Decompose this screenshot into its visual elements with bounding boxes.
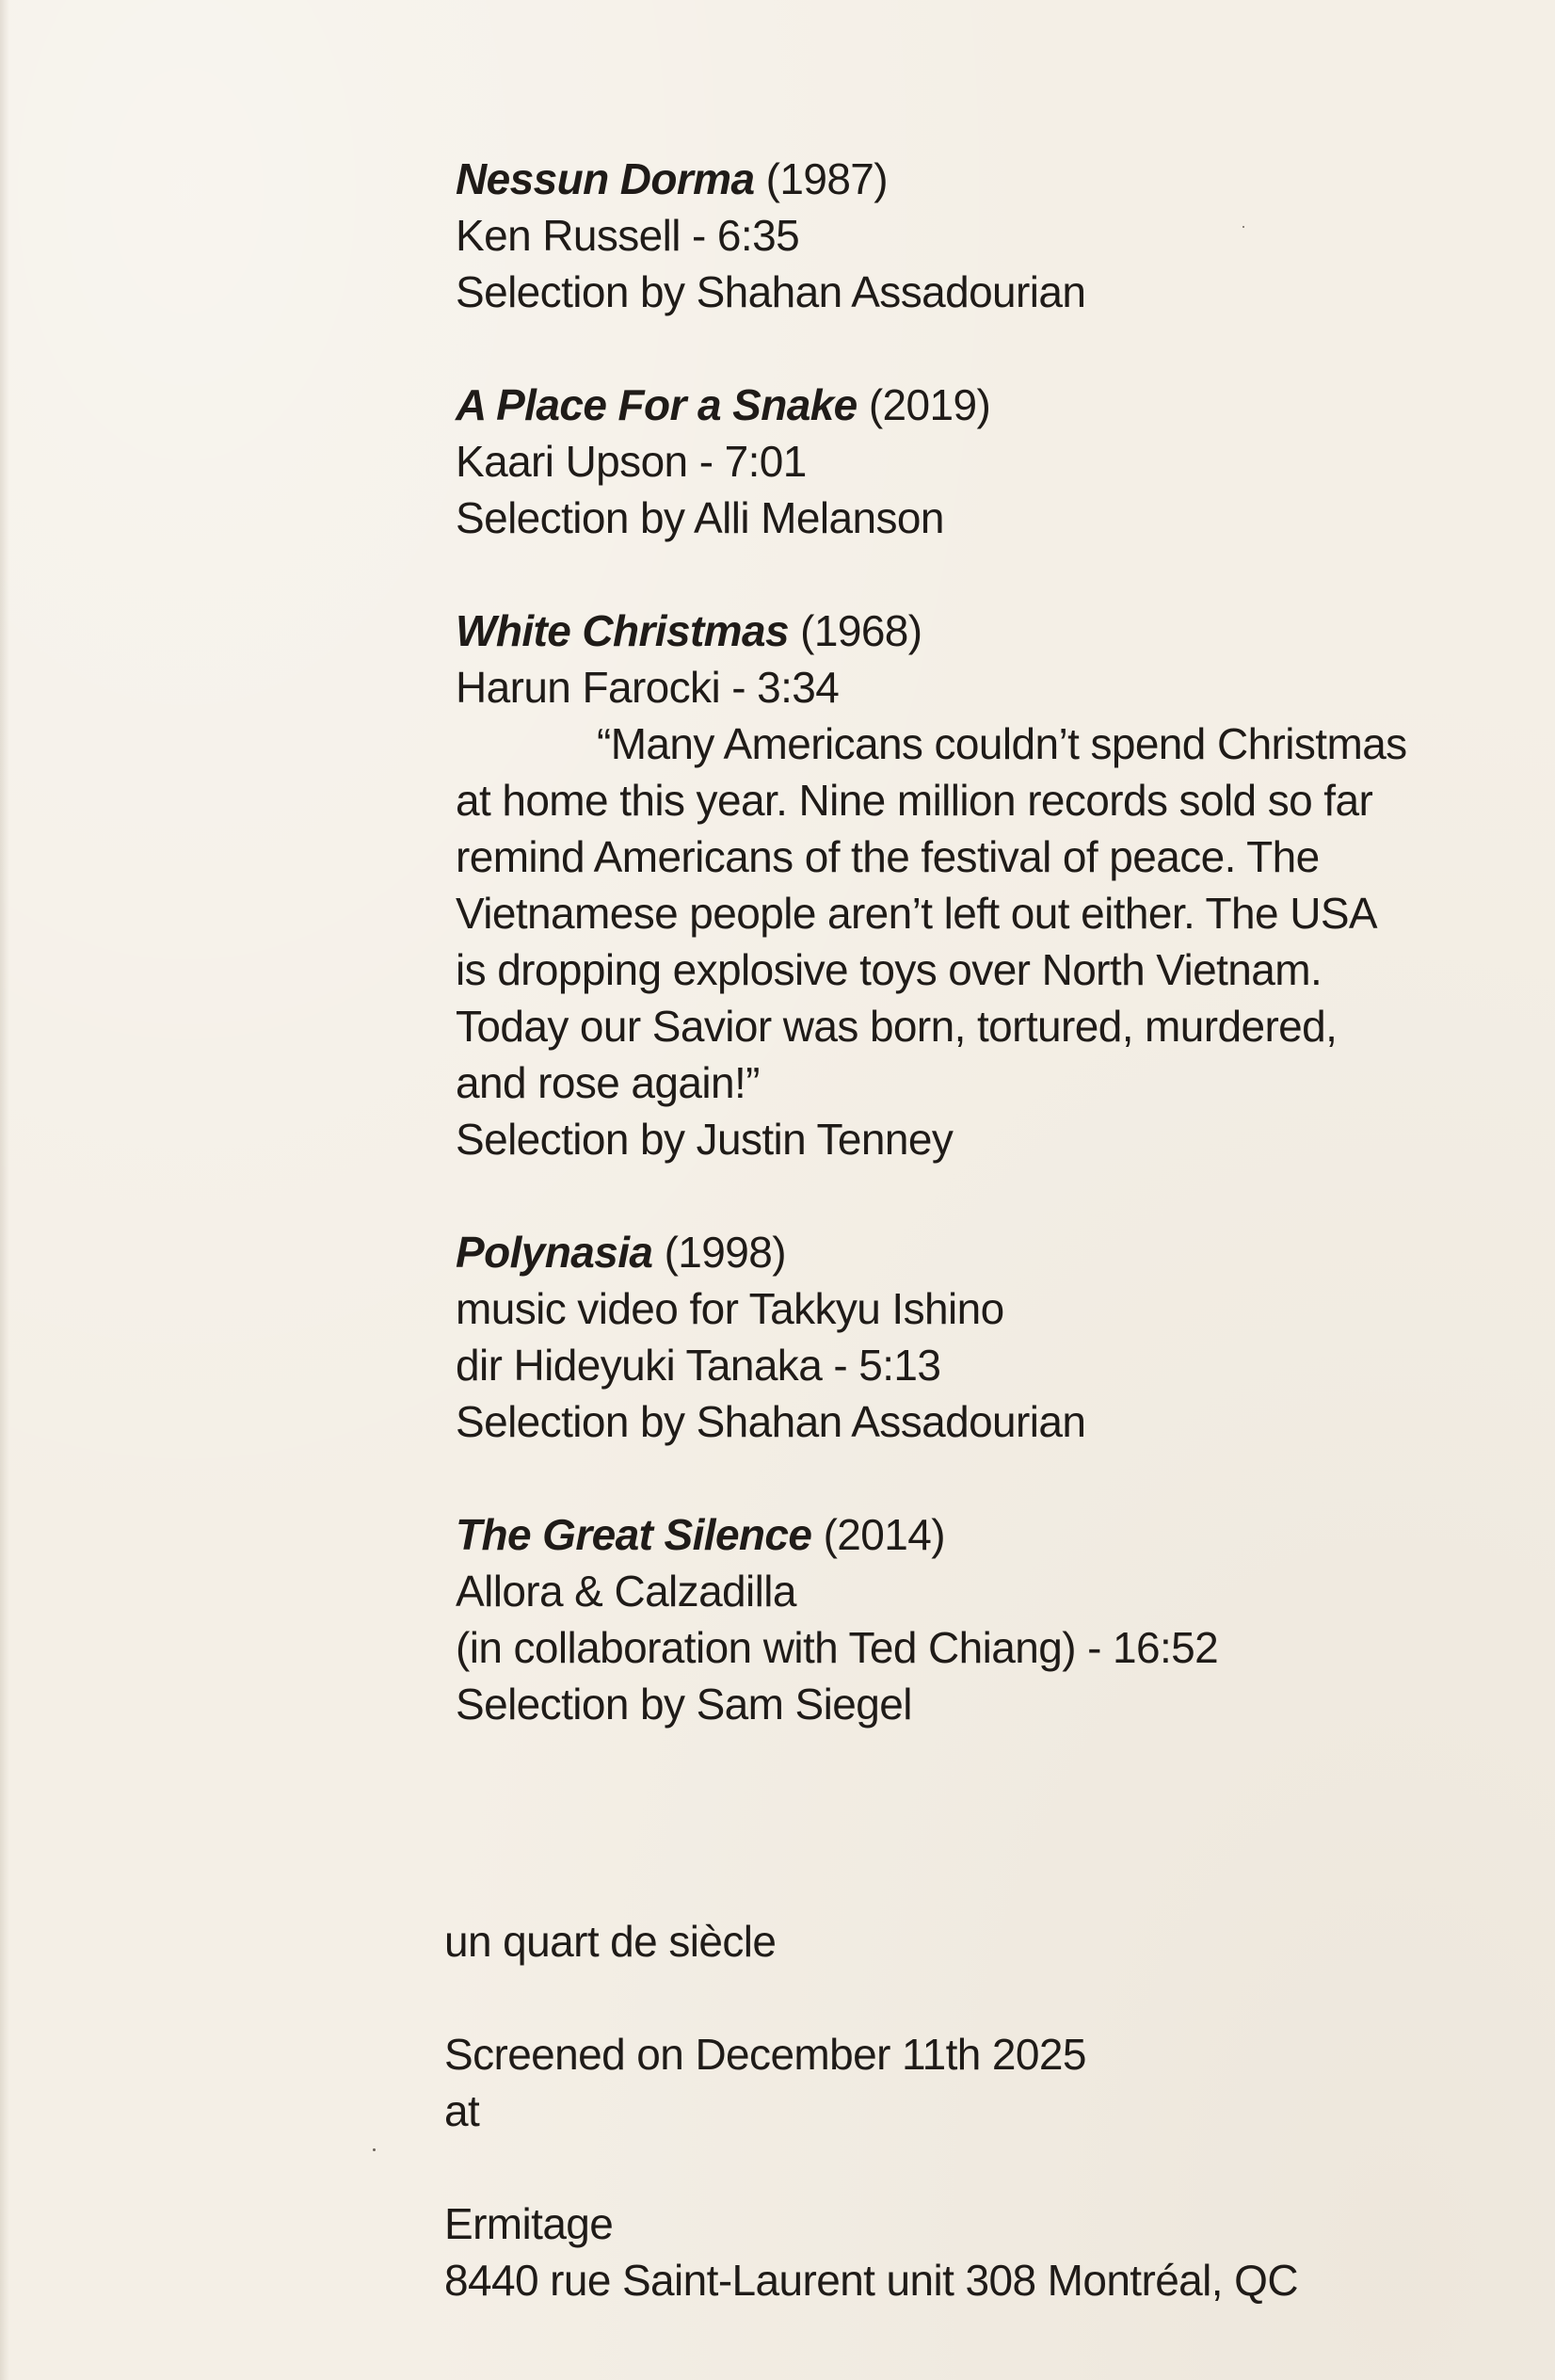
- film-collaboration: (in collaboration with Ted Chiang) - 16:52: [456, 1623, 1219, 1672]
- film-credit: Harun Farocki - 3:34: [456, 663, 840, 712]
- film-heading: [456, 603, 1444, 659]
- film-list: [456, 151, 1444, 1789]
- screening-date: Screened on December 11th 2025: [444, 2030, 1086, 2079]
- film-selection: Selection by Shahan Assadourian: [456, 1397, 1086, 1446]
- venue-name: Ermitage: [444, 2199, 614, 2248]
- film-quote: “Many Americans couldn’t spend Christmas at home this year. Nine million records sold so far remind Americans of the festival of peace. The Vietnamese people aren’t left out either. The USA is dropping explosive toys over North Vietnam. Today our Savior was born, tortured, murdered, and rose again!”: [456, 719, 1407, 1107]
- film-title: Nessun Dorma: [456, 154, 755, 203]
- paper-speck: [1242, 226, 1244, 228]
- film-entry-the-great-silence: [456, 1506, 1444, 1732]
- series-block: [444, 1913, 1480, 1970]
- film-year: (2019): [868, 380, 991, 429]
- film-selection: Selection by Shahan Assadourian: [456, 267, 1086, 316]
- film-year: (1998): [664, 1228, 786, 1277]
- film-credit: Kaari Upson - 7:01: [456, 437, 807, 486]
- film-title: Polynasia: [456, 1228, 653, 1277]
- film-selection: Selection by Justin Tenney: [456, 1115, 954, 1164]
- film-entry-a-place-for-a-snake: [456, 377, 1444, 546]
- film-year: (2014): [823, 1510, 945, 1559]
- film-credit: Allora & Calzadilla: [456, 1567, 796, 1616]
- screening-info: [444, 1913, 1480, 2365]
- film-heading: [456, 151, 1444, 207]
- series-name: un quart de siècle: [444, 1917, 777, 1966]
- film-heading: [456, 377, 1444, 433]
- venue-block: [444, 2195, 1480, 2308]
- page-edge-shadow: [0, 0, 9, 2380]
- film-title: The Great Silence: [456, 1510, 812, 1559]
- film-year: (1987): [765, 154, 889, 203]
- film-heading: [456, 1506, 1444, 1563]
- film-entry-nessun-dorma: [456, 151, 1444, 320]
- film-title: White Christmas: [456, 606, 789, 655]
- film-entry-polynasia: [456, 1224, 1444, 1450]
- venue-address: 8440 rue Saint-Laurent unit 308 Montréal, QC: [444, 2256, 1298, 2305]
- date-block: [444, 2026, 1480, 2139]
- film-director: dir Hideyuki Tanaka - 5:13: [456, 1341, 941, 1390]
- paper-speck: [373, 2148, 376, 2151]
- film-heading: [456, 1224, 1444, 1280]
- film-year: (1968): [800, 606, 922, 655]
- film-entry-white-christmas: [456, 603, 1444, 1167]
- film-credit: music video for Takkyu Ishino: [456, 1284, 1004, 1333]
- film-selection: Selection by Alli Melanson: [456, 493, 944, 542]
- film-credit: Ken Russell - 6:35: [456, 211, 800, 260]
- film-selection: Selection by Sam Siegel: [456, 1680, 912, 1729]
- screening-at: at: [444, 2086, 480, 2135]
- film-title: A Place For a Snake: [456, 380, 858, 429]
